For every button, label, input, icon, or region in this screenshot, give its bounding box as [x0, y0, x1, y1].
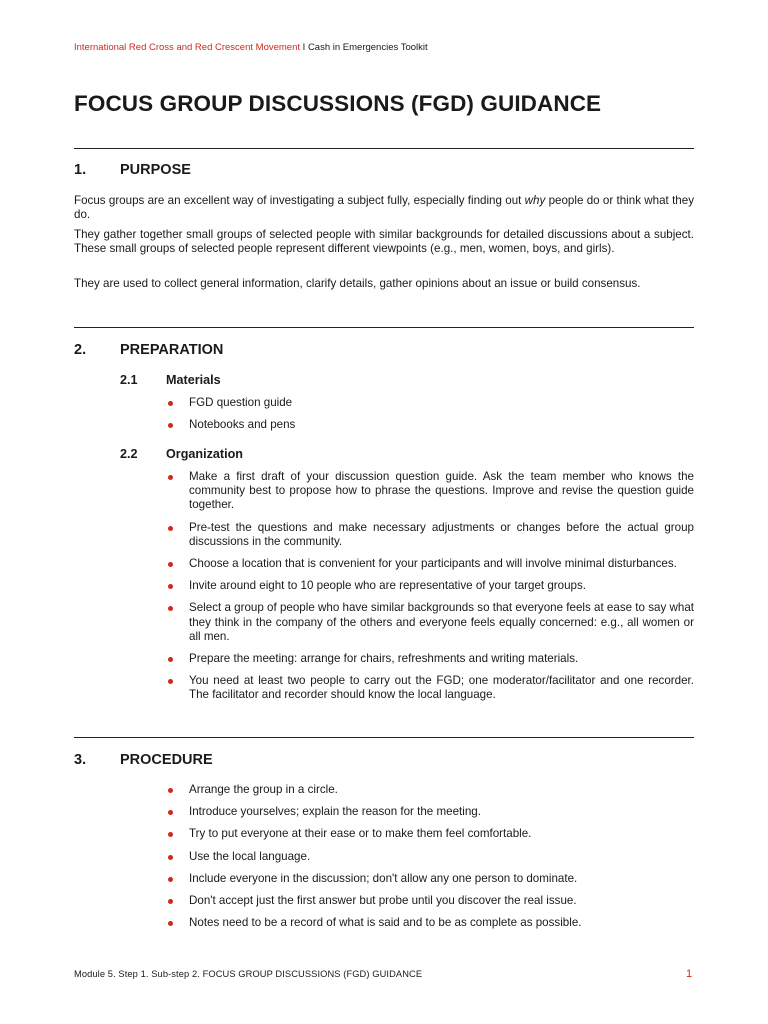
list-item-text: Pre-test the questions and make necessary adjustments or changes before the actual group discussions in the community. [189, 520, 694, 548]
list-item-text: FGD question guide [189, 396, 293, 409]
organization-list [166, 470, 694, 711]
subsection-number: 2.2 [120, 447, 138, 461]
procedure-list [166, 783, 694, 938]
list-item-text: Choose a location that is convenient for your participants and will involve minimal disturbances. [189, 557, 677, 571]
running-header [74, 42, 428, 53]
bullet-icon [168, 401, 173, 406]
list-item-text: Try to put everyone at their ease or to make them feel comfortable. [189, 827, 532, 841]
section-divider [74, 737, 694, 738]
list-item-text: Don't accept just the first answer but probe until you discover the real issue. [189, 894, 577, 908]
section-title: PURPOSE [120, 162, 191, 178]
text-run: Focus groups are an excellent way of investigating a subject fully, especially finding out [74, 194, 525, 207]
list-item [166, 805, 694, 819]
list-item-text: Use the local language. [189, 849, 311, 863]
page-footer: Module 5. Step 1. Sub-step 2. FOCUS GROUP DISCUSSIONS (FGD) GUIDANCE [74, 969, 423, 979]
bullet-icon [168, 526, 173, 531]
emphasis-text: why [524, 194, 546, 207]
bullet-icon [168, 679, 173, 684]
bullet-icon [168, 788, 173, 793]
list-item-text: You need at least two people to carry out the FGD; one moderator/facilitator and one recorder. The facilitator and recorder should know the local language. [189, 674, 694, 702]
subsection-title: Organization [166, 447, 243, 461]
bullet-icon [168, 475, 173, 480]
list-item [166, 916, 694, 930]
bullet-icon [168, 810, 173, 815]
purpose-paragraph-2: They gather together small groups of selected people with similar backgrounds for detailed discussions about a subject. These small groups of selected people represent different viewpoints (e.g., men, women, boys, and girls). [74, 228, 694, 256]
bullet-icon [168, 584, 173, 589]
section-divider [74, 148, 694, 149]
purpose-paragraph-3: They are used to collect general information, clarify details, gather opinions about an issue or build consensus. [74, 277, 641, 290]
subsection-title: Materials [166, 373, 221, 387]
list-item [166, 579, 694, 593]
bullet-icon [168, 877, 173, 882]
bullet-icon [168, 855, 173, 860]
list-item [166, 850, 694, 864]
section-number: 3. [74, 752, 87, 768]
list-item-text: Prepare the meeting: arrange for chairs, refreshments and writing materials. [189, 652, 579, 666]
header-toolkit: Cash in Emergencies Toolkit [307, 42, 428, 53]
list-item-text: Make a first draft of your discussion question guide. Ask the team member who knows the community best to propose how to phrase the questions. Improve and revise the question guide together. [189, 470, 694, 512]
bullet-icon [168, 562, 173, 567]
page-title: FOCUS GROUP DISCUSSIONS (FGD) GUIDANCE [74, 91, 602, 116]
list-item-text: Notebooks and pens [189, 418, 296, 432]
list-item [166, 418, 694, 432]
subsection-number: 2.1 [120, 373, 138, 387]
list-item [166, 396, 694, 410]
list-item [166, 521, 694, 549]
bullet-icon [168, 657, 173, 662]
section-title: PREPARATION [120, 342, 224, 358]
list-item-text: Select a group of people who have similar backgrounds so that everyone feels at ease to say what they think in the company of the others and everyone feels equally concerned: e.g., all women or all men. [189, 601, 694, 643]
list-item [166, 601, 694, 644]
list-item-text: Introduce yourselves; explain the reason for the meeting. [189, 805, 481, 819]
section-number: 2. [74, 342, 87, 358]
bullet-icon [168, 899, 173, 904]
header-org: International Red Cross and Red Crescent Movement [74, 42, 301, 53]
text-run: people do or think what they do. [74, 194, 694, 222]
list-item [166, 872, 694, 886]
list-item [166, 894, 694, 908]
list-item [166, 827, 694, 841]
list-item [166, 783, 694, 797]
list-item [166, 652, 694, 666]
list-item-text: Invite around eight to 10 people who are representative of your target groups. [189, 579, 587, 593]
list-item [166, 674, 694, 702]
bullet-icon [168, 921, 173, 926]
list-item-text: Notes need to be a record of what is said and to be as complete as possible. [189, 916, 582, 930]
materials-list [166, 396, 694, 440]
purpose-paragraph-1 [74, 194, 694, 222]
list-item-text: Include everyone in the discussion; don't allow any one person to dominate. [189, 871, 578, 885]
section-title: PROCEDURE [120, 752, 213, 768]
list-item [166, 557, 694, 571]
header-separator: I [300, 42, 308, 53]
bullet-icon [168, 832, 173, 837]
page-number: 1 [686, 968, 693, 980]
bullet-icon [168, 606, 173, 611]
bullet-icon [168, 423, 173, 428]
list-item-text: Arrange the group in a circle. [189, 783, 338, 796]
section-divider [74, 327, 694, 328]
list-item [166, 470, 694, 513]
section-number: 1. [74, 162, 87, 178]
